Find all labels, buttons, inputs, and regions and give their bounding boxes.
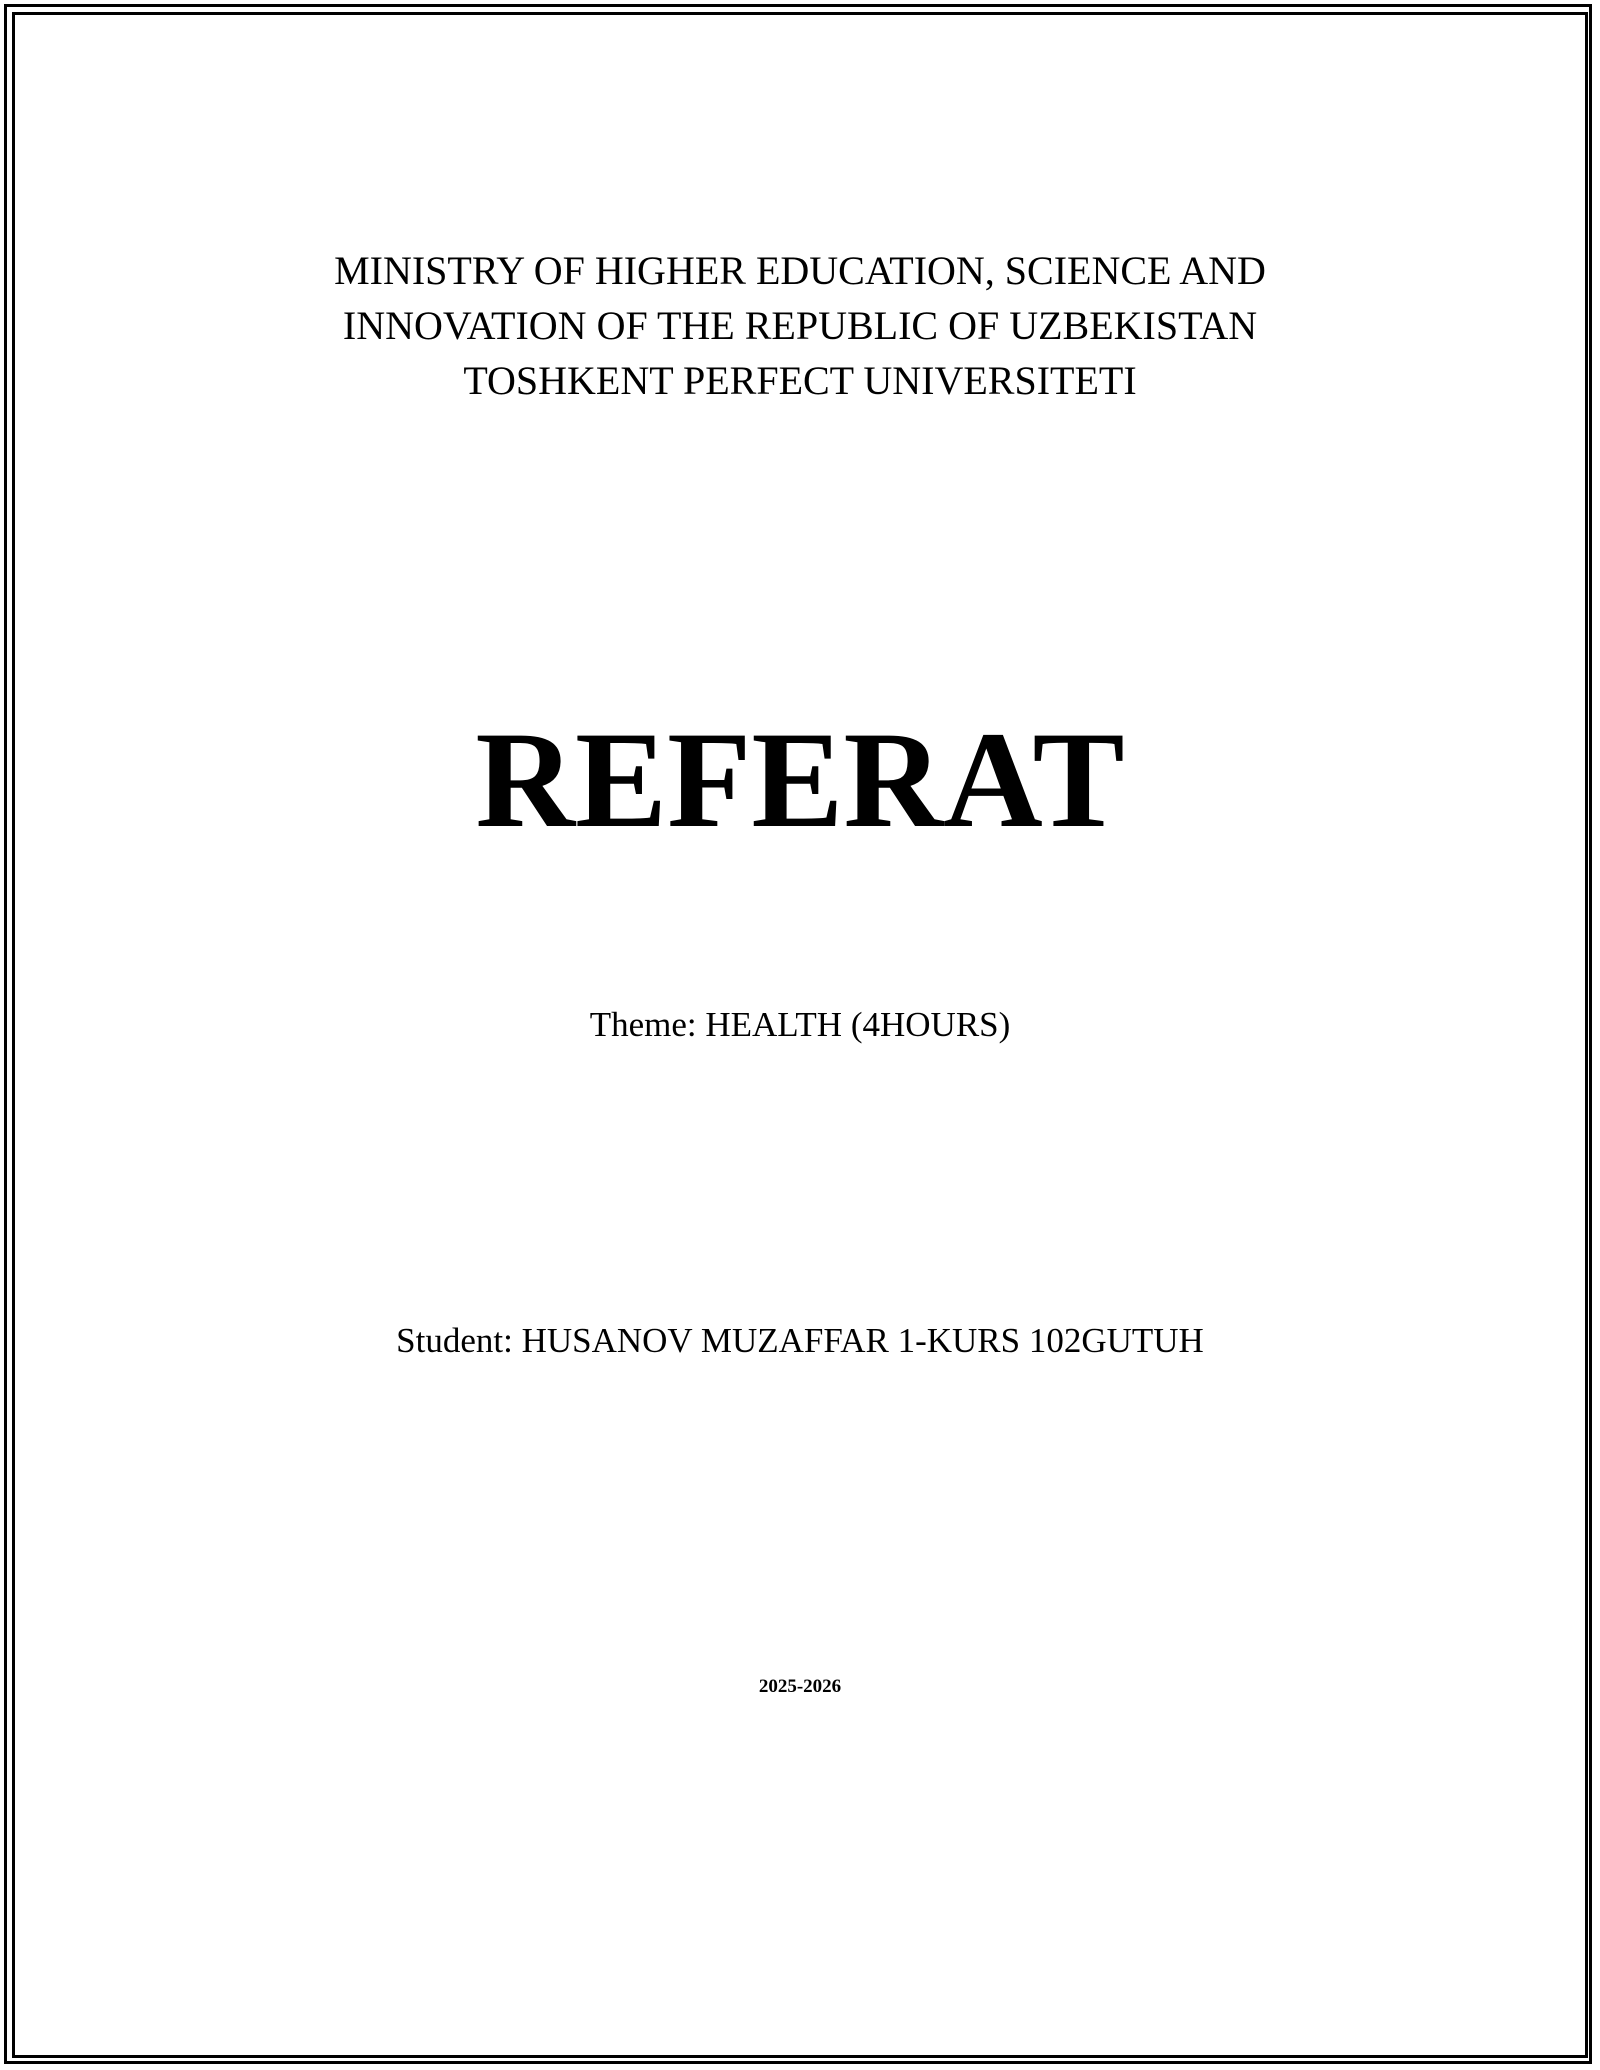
document-theme: Theme: HEALTH (4HOURS) <box>589 1005 1011 1044</box>
academic-year: 2025-2026 <box>758 1676 842 1697</box>
document-title: REFERAT <box>475 703 1125 856</box>
student-info: Student: HUSANOV MUZAFFAR 1-KURS 102GUTUH <box>396 1321 1204 1360</box>
header-line-republic: INNOVATION OF THE REPUBLIC OF UZBEKISTAN <box>342 303 1258 348</box>
header-line-university: TOSHKENT PERFECT UNIVERSITETI <box>463 358 1137 403</box>
header-line-ministry: MINISTRY OF HIGHER EDUCATION, SCIENCE AND <box>334 248 1266 293</box>
institution-header <box>0 243 1600 408</box>
